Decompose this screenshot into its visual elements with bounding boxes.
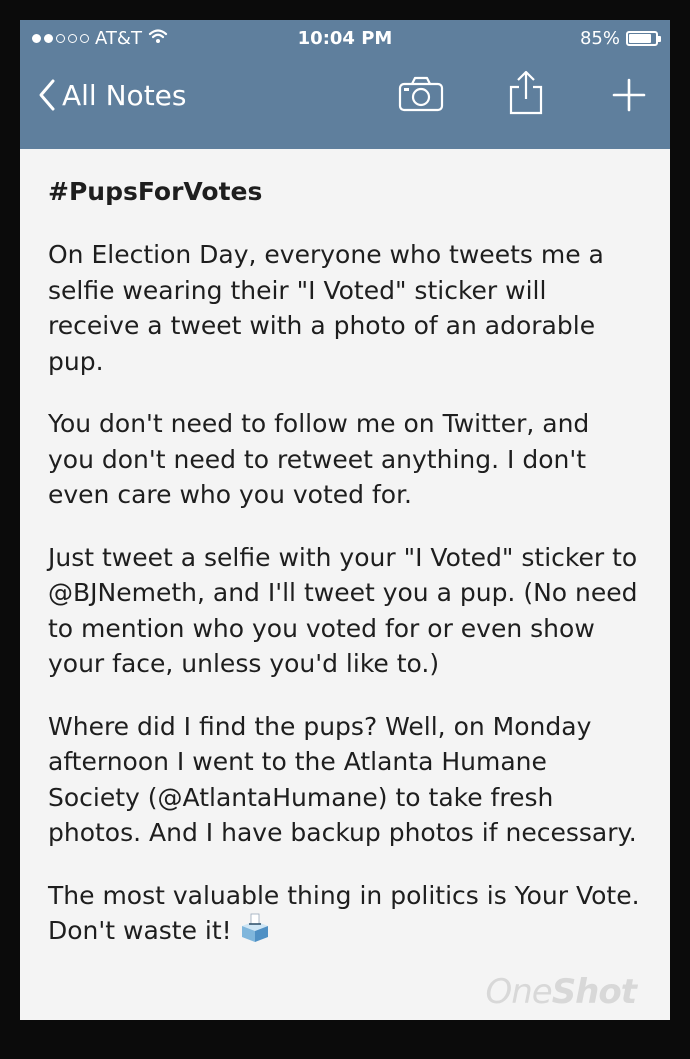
watermark-one: One: [485, 972, 552, 1012]
note-paragraph: Where did I find the pups? Well, on Monday afternoon I went to the Atlanta Humane Society (@AtlantaHumane) to take fresh photos. And I have backup photos if necessary.: [48, 711, 637, 847]
ballot-box-icon: [240, 913, 270, 953]
add-icon[interactable]: [612, 78, 646, 112]
note-paragraph: On Election Day, everyone who tweets me a selfie wearing their "I Voted" sticker will receive a tweet with a photo of an adorable pup.: [48, 240, 604, 376]
note-paragraph-text: The most valuable thing in politics is Your Vote. Don't waste it!: [48, 880, 640, 945]
watermark: [485, 972, 636, 1012]
nav-bar: [20, 56, 670, 149]
share-icon[interactable]: [508, 70, 544, 116]
note-paragraph: Just tweet a selfie with your "I Voted" sticker to @BJNemeth, and I'll tweet you a pup. (No need to mention who you voted for or even show your face, unless you'd like to.): [48, 542, 638, 678]
battery-percent: 85%: [579, 28, 620, 49]
back-button[interactable]: [38, 78, 186, 112]
status-bar: [20, 20, 670, 56]
clock: 10:04 PM: [297, 28, 393, 49]
battery-fill: [629, 34, 651, 43]
battery-status: [580, 28, 658, 49]
note-paragraph: You don't need to follow me on Twitter, and you don't need to retweet anything. I don't even care who you voted for.: [48, 409, 590, 509]
phone-screen: [20, 20, 670, 1020]
note-body[interactable]: [20, 149, 670, 1020]
carrier-name: AT&T: [95, 28, 142, 49]
watermark-shot: Shot: [551, 972, 636, 1012]
camera-icon[interactable]: [398, 74, 444, 114]
chevron-left-icon: [38, 78, 56, 112]
note-title: #PupsForVotes: [48, 177, 263, 206]
back-label: All Notes: [62, 78, 187, 112]
note-paragraph-last: [48, 878, 642, 953]
battery-icon: [626, 31, 658, 46]
